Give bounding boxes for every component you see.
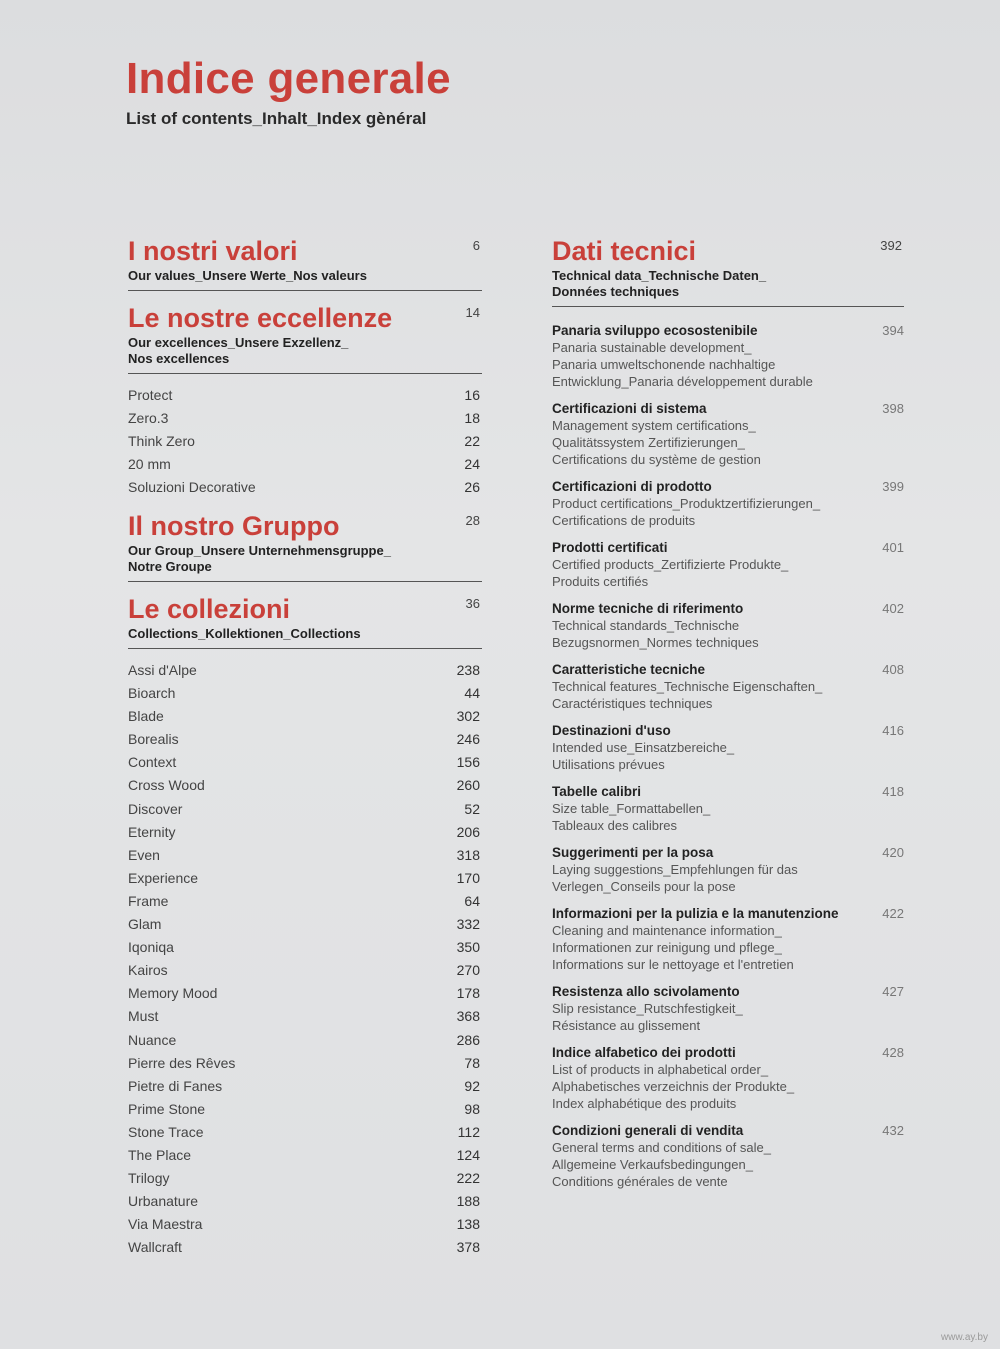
list-item-label: Borealis <box>128 731 179 748</box>
list-item <box>128 1213 482 1236</box>
section-header <box>128 301 482 374</box>
tech-entry-description: Technical standards_Technische Bezugsnormen_Normes techniques <box>552 618 759 650</box>
tech-entry-title: Certificazioni di sistema <box>552 401 707 416</box>
tech-entry-title: Prodotti certificati <box>552 540 668 555</box>
list-item <box>128 659 482 682</box>
section-page-number: 28 <box>465 513 480 528</box>
section-header <box>128 592 482 649</box>
list-item-label: 20 mm <box>128 456 171 472</box>
list-item-label: Kairos <box>128 962 168 979</box>
tech-entry <box>552 401 904 468</box>
tech-entry-page: 427 <box>882 984 904 999</box>
list-item <box>128 1190 482 1213</box>
tech-entry-title: Informazioni per la pulizia e la manutenzione <box>552 906 839 921</box>
section-excellence <box>128 301 482 499</box>
list-item-page: 260 <box>456 777 480 794</box>
tech-entry-description: Panaria sustainable development_ Panaria umweltschonende nachhaltige Entwicklung_Panaria développement durable <box>552 340 813 389</box>
list-item-label: Bioarch <box>128 685 176 702</box>
tech-entry-title: Destinazioni d'uso <box>552 723 671 738</box>
tech-entry-page: 408 <box>882 662 904 677</box>
list-item <box>128 1167 482 1190</box>
list-item-label: Experience <box>128 869 199 886</box>
list-item <box>128 1144 482 1167</box>
list-item-page: 332 <box>456 916 480 933</box>
list-item-page: 112 <box>457 1123 480 1140</box>
section-header <box>128 234 482 291</box>
list-item-page: 368 <box>456 1008 480 1025</box>
tech-entry <box>552 845 904 895</box>
list-item-label: Protect <box>128 387 173 403</box>
list-item-label: Think Zero <box>128 433 195 449</box>
section-title: I nostri valori <box>128 236 298 266</box>
section-page-number: 6 <box>472 238 480 253</box>
list-item-label: The Place <box>128 1146 192 1163</box>
tech-entry <box>552 601 904 651</box>
tech-entry <box>552 984 904 1034</box>
tech-entry-page: 416 <box>882 723 904 738</box>
tech-entry <box>552 540 904 590</box>
list-item <box>128 982 482 1005</box>
left-column <box>128 234 482 1269</box>
list-item-page: 78 <box>464 1054 480 1071</box>
tech-entry-page: 418 <box>882 784 904 799</box>
section-title: Le nostre eccellenze <box>128 303 393 333</box>
tech-entry-description: Laying suggestions_Empfehlungen für das Verlegen_Conseils pour la pose <box>552 862 798 894</box>
list-item <box>128 1075 482 1098</box>
tech-entry <box>552 323 904 390</box>
tech-entry-title: Suggerimenti per la posa <box>552 845 714 860</box>
list-item-label: Urbanature <box>128 1193 199 1210</box>
list-item <box>128 913 482 936</box>
list-item-page: 44 <box>464 685 480 702</box>
section-page-number: 14 <box>465 305 480 320</box>
section-group <box>128 509 482 582</box>
list-item-label: Zero.3 <box>128 410 169 426</box>
section-title: Il nostro Gruppo <box>128 511 340 541</box>
list-item <box>128 1052 482 1075</box>
tech-entry-description: Management system certifications_ Qualitätssystem Zertifizierungen_ Certifications du système de gestion <box>552 418 761 467</box>
section-title: Dati tecnici <box>552 236 697 266</box>
excellence-list <box>128 374 482 499</box>
page-title: Indice generale <box>126 54 451 103</box>
right-column <box>552 234 904 1201</box>
tech-entry-description: Slip resistance_Rutschfestigkeit_ Résistance au glissement <box>552 1001 743 1033</box>
list-item <box>128 705 482 728</box>
tech-entry-description: Cleaning and maintenance information_ Informationen zur reinigung und pflege_ Informations sur le nettoyage et l'entretien <box>552 923 794 972</box>
list-item <box>128 774 482 797</box>
tech-entry-page: 422 <box>882 906 904 921</box>
list-item <box>128 430 482 453</box>
tech-entry <box>552 1123 904 1190</box>
list-item <box>128 1029 482 1052</box>
list-item-label: Prime Stone <box>128 1100 206 1117</box>
section-header <box>552 234 904 307</box>
list-item-page: 178 <box>456 985 480 1002</box>
page-subtitle: List of contents_Inhalt_Index gènéral <box>126 109 427 128</box>
list-item-page: 302 <box>456 708 480 725</box>
tech-entry-page: 420 <box>882 845 904 860</box>
list-item-page: 246 <box>456 731 480 748</box>
tech-entry-page: 398 <box>882 401 904 416</box>
tech-entry-page: 432 <box>882 1123 904 1138</box>
section-subtitle: Collections_Kollektionen_Collections <box>128 626 361 641</box>
list-item <box>128 798 482 821</box>
tech-entry-description: Intended use_Einsatzbereiche_ Utilisations prévues <box>552 740 735 772</box>
collections-list <box>128 649 482 1259</box>
tech-entry-page: 402 <box>882 601 904 616</box>
list-item-page: 98 <box>464 1100 480 1117</box>
list-item-page: 350 <box>456 939 480 956</box>
tech-entry <box>552 906 904 973</box>
section-subtitle: Our Group_Unsere Unternehmensgruppe_ Notre Groupe <box>128 543 391 574</box>
section-collections <box>128 592 482 1259</box>
tech-list <box>552 307 904 1190</box>
list-item-page: 156 <box>456 754 480 771</box>
list-item-label: Iqoniqa <box>128 939 174 956</box>
list-item-label: Memory Mood <box>128 985 218 1002</box>
list-item-page: 22 <box>464 433 480 449</box>
list-item <box>128 821 482 844</box>
list-item-label: Context <box>128 754 177 771</box>
list-item-page: 238 <box>456 662 480 678</box>
list-item <box>128 476 482 499</box>
section-subtitle: Our values_Unsere Werte_Nos valeurs <box>128 268 367 283</box>
list-item-label: Cross Wood <box>128 777 205 794</box>
list-item <box>128 936 482 959</box>
tech-entry-page: 394 <box>882 323 904 338</box>
tech-entry-title: Certificazioni di prodotto <box>552 479 712 494</box>
tech-entry-title: Norme tecniche di riferimento <box>552 601 744 616</box>
list-item-page: 64 <box>464 892 480 909</box>
list-item-page: 24 <box>464 456 480 472</box>
list-item-label: Discover <box>128 800 183 817</box>
list-item-label: Frame <box>128 892 169 909</box>
tech-entry-description: General terms and conditions of sale_ Allgemeine Verkaufsbedingungen_ Conditions générales de vente <box>552 1140 771 1189</box>
list-item <box>128 407 482 430</box>
list-item-label: Trilogy <box>128 1170 170 1187</box>
section-tech <box>552 234 904 1190</box>
list-item-label: Eternity <box>128 823 176 840</box>
section-page-number: 36 <box>465 596 480 611</box>
section-title: Le collezioni <box>128 594 291 624</box>
tech-entry-page: 399 <box>882 479 904 494</box>
tech-entry-page: 428 <box>882 1045 904 1060</box>
tech-entry-title: Indice alfabetico dei prodotti <box>552 1045 736 1060</box>
list-item-page: 188 <box>456 1193 480 1210</box>
list-item <box>128 867 482 890</box>
tech-entry-description: Technical features_Technische Eigenschaften_ Caractéristiques techniques <box>552 679 823 711</box>
list-item <box>128 384 482 407</box>
list-item-page: 138 <box>456 1216 480 1233</box>
tech-entry <box>552 479 904 529</box>
list-item <box>128 1121 482 1144</box>
list-item-label: Blade <box>128 708 164 725</box>
tech-entry <box>552 1045 904 1112</box>
list-item-page: 52 <box>464 800 480 817</box>
tech-entry-description: Certified products_Zertifizierte Produkte_ Produits certifiés <box>552 557 789 589</box>
section-header <box>128 509 482 582</box>
list-item-label: Stone Trace <box>128 1123 204 1140</box>
tech-entry-description: Size table_Formattabellen_ Tableaux des calibres <box>552 801 711 833</box>
list-item-label: Even <box>128 846 160 863</box>
section-values <box>128 234 482 291</box>
list-item-page: 18 <box>464 410 480 426</box>
list-item-page: 318 <box>456 846 480 863</box>
list-item <box>128 844 482 867</box>
list-item <box>128 1005 482 1028</box>
list-item-label: Soluzioni Decorative <box>128 479 256 495</box>
list-item-label: Via Maestra <box>128 1216 203 1233</box>
list-item <box>128 728 482 751</box>
tech-entry <box>552 784 904 834</box>
list-item <box>128 1236 482 1259</box>
list-item <box>128 890 482 913</box>
tech-entry-description: Product certifications_Produktzertifizierungen_ Certifications de produits <box>552 496 821 528</box>
list-item-page: 26 <box>464 479 480 495</box>
list-item <box>128 1098 482 1121</box>
list-item-label: Pierre des Rêves <box>128 1054 236 1071</box>
list-item-label: Must <box>128 1008 159 1025</box>
list-item <box>128 682 482 705</box>
list-item-label: Pietre di Fanes <box>128 1077 223 1094</box>
tech-entry-title: Panaria sviluppo ecosostenibile <box>552 323 758 338</box>
list-item-label: Glam <box>128 916 162 933</box>
list-item-page: 378 <box>456 1239 480 1256</box>
list-item <box>128 959 482 982</box>
tech-entry <box>552 662 904 712</box>
list-item-page: 124 <box>456 1146 480 1163</box>
list-item-page: 170 <box>456 869 480 886</box>
watermark: www.ay.by <box>940 1332 988 1343</box>
tech-entry-page: 401 <box>882 540 904 555</box>
tech-entry-title: Resistenza allo scivolamento <box>552 984 740 999</box>
list-item <box>128 751 482 774</box>
list-item-page: 286 <box>456 1031 480 1048</box>
list-item-page: 206 <box>456 823 480 840</box>
tech-entry-description: List of products in alphabetical order_ Alphabetisches verzeichnis der Produkte_ Index alphabétique des produits <box>552 1062 795 1111</box>
list-item-page: 222 <box>456 1170 480 1187</box>
list-item-page: 16 <box>464 387 480 403</box>
tech-entry-title: Tabelle calibri <box>552 784 642 799</box>
section-subtitle: Technical data_Technische Daten_ Données techniques <box>552 268 767 299</box>
tech-entry-title: Caratteristiche tecniche <box>552 662 706 677</box>
list-item-label: Wallcraft <box>128 1239 182 1256</box>
list-item-label: Nuance <box>128 1031 177 1048</box>
list-item-label: Assi d'Alpe <box>128 662 197 678</box>
section-subtitle: Our excellences_Unsere Exzellenz_ Nos excellences <box>128 335 349 366</box>
tech-entry-title: Condizioni generali di vendita <box>552 1123 744 1138</box>
list-item-page: 92 <box>464 1077 480 1094</box>
list-item-page: 270 <box>456 962 480 979</box>
tech-entry <box>552 723 904 773</box>
list-item <box>128 453 482 476</box>
section-page-number: 392 <box>880 238 902 253</box>
